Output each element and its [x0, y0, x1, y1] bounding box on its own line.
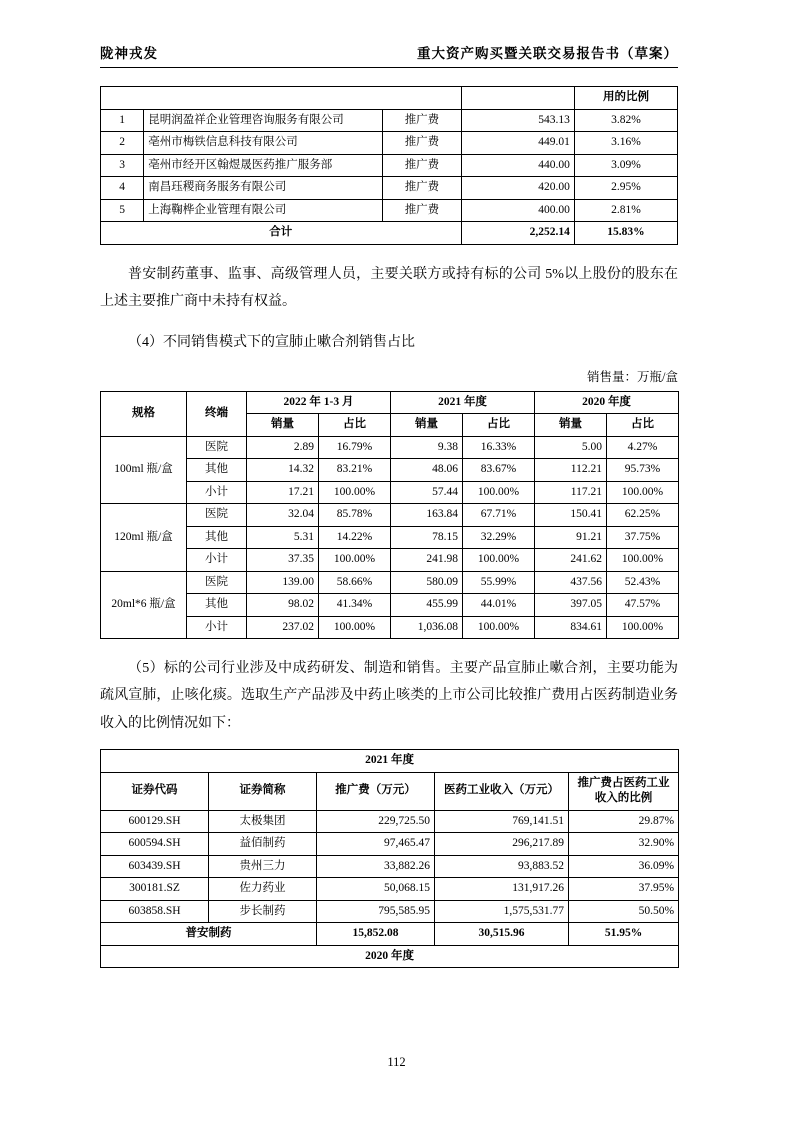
header-divider [100, 67, 678, 68]
cell-value: 100.00% [463, 549, 535, 572]
row-income: 131,917.26 [435, 878, 569, 901]
row-ratio: 3.16% [574, 132, 677, 155]
cell-value: 163.84 [391, 504, 463, 527]
row-name: 太极集团 [209, 810, 317, 833]
header-name: 证券简称 [209, 772, 317, 810]
period-header-2: 2020 年度 [535, 391, 679, 414]
cell-value: 100.00% [319, 481, 391, 504]
cell-value: 95.73% [607, 459, 679, 482]
summary-income: 30,515.96 [435, 923, 569, 946]
cell-value: 47.57% [607, 594, 679, 617]
table-summary-row [101, 923, 679, 946]
cell-value: 5.00 [535, 436, 607, 459]
subsection-heading-4: （4）不同销售模式下的宣肺止嗽合剂销售占比 [128, 335, 415, 351]
row-promo: 33,882.26 [317, 855, 435, 878]
cell-value: 117.21 [535, 481, 607, 504]
row-company: 南昌珏稷商务服务有限公司 [144, 177, 383, 200]
header-code: 证券代码 [101, 772, 209, 810]
table-row [101, 616, 679, 639]
page-number: 112 [387, 1055, 406, 1069]
cell-value: 100.00% [463, 616, 535, 639]
row-company: 亳州市梅铁信息科技有限公司 [144, 132, 383, 155]
cell-value: 16.79% [319, 436, 391, 459]
row-code: 600129.SH [101, 810, 209, 833]
cell-value: 48.06 [391, 459, 463, 482]
table-row [101, 436, 679, 459]
header-company-name: 陇神戎发 [100, 46, 158, 61]
table-row [101, 833, 679, 856]
total-ratio: 15.83% [574, 222, 677, 245]
table-row [101, 459, 679, 482]
row-name: 佐力药业 [209, 878, 317, 901]
cell-value: 14.32 [247, 459, 319, 482]
header-pharma-income: 医药工业收入（万元） [435, 772, 569, 810]
summary-label: 普安制药 [101, 923, 317, 946]
row-no: 2 [101, 132, 144, 155]
cell-value: 62.25% [607, 504, 679, 527]
group-spec: 120ml 瓶/盒 [101, 504, 187, 572]
unit-note: 销售量：万瓶/盒 [587, 369, 678, 384]
row-amount: 449.01 [461, 132, 574, 155]
row-amount: 400.00 [461, 199, 574, 222]
cell-value: 41.34% [319, 594, 391, 617]
total-amount: 2,252.14 [461, 222, 574, 245]
row-company: 昆明润盈祥企业管理咨询服务有限公司 [144, 109, 383, 132]
row-promo: 229,725.50 [317, 810, 435, 833]
cell-value: 17.21 [247, 481, 319, 504]
cell-value: 150.41 [535, 504, 607, 527]
cell-value: 67.71% [463, 504, 535, 527]
row-ratio: 36.09% [569, 855, 679, 878]
row-no: 1 [101, 109, 144, 132]
cell-value: 112.21 [535, 459, 607, 482]
row-promo: 795,585.95 [317, 900, 435, 923]
table-row [101, 109, 678, 132]
row-type: 推广费 [383, 199, 461, 222]
table-row [101, 810, 679, 833]
row-terminal: 其他 [187, 459, 247, 482]
table-row [101, 87, 678, 110]
row-income: 1,575,531.77 [435, 900, 569, 923]
row-amount: 420.00 [461, 177, 574, 200]
cell-value: 237.02 [247, 616, 319, 639]
sales-mode-table [100, 391, 679, 640]
row-terminal: 小计 [187, 616, 247, 639]
row-ratio: 3.82% [574, 109, 677, 132]
cell-value: 100.00% [607, 481, 679, 504]
table-row [101, 177, 678, 200]
table-row [101, 571, 679, 594]
cell-value: 455.99 [391, 594, 463, 617]
cell-value: 397.05 [535, 594, 607, 617]
cell-value: 83.67% [463, 459, 535, 482]
subheader-volume: 销量 [247, 414, 319, 437]
cell-value: 139.00 [247, 571, 319, 594]
row-amount: 440.00 [461, 154, 574, 177]
cell-value: 55.99% [463, 571, 535, 594]
table-total-row [101, 222, 678, 245]
header-document-title: 重大资产购买暨关联交易报告书（草案） [417, 46, 678, 61]
cell-value: 83.21% [319, 459, 391, 482]
table-year-row [101, 750, 679, 773]
group-spec: 20ml*6 瓶/盒 [101, 571, 187, 639]
total-label: 合计 [101, 222, 462, 245]
subheader-ratio: 占比 [319, 414, 391, 437]
cell-value: 37.35 [247, 549, 319, 572]
row-income: 93,883.52 [435, 855, 569, 878]
row-terminal: 小计 [187, 549, 247, 572]
row-amount: 543.13 [461, 109, 574, 132]
cell-value: 32.29% [463, 526, 535, 549]
table-header-row [101, 772, 679, 810]
row-type: 推广费 [383, 109, 461, 132]
cell-value: 437.56 [535, 571, 607, 594]
period-header-0: 2022 年 1-3 月 [247, 391, 391, 414]
row-name: 步长制药 [209, 900, 317, 923]
cell-value: 85.78% [319, 504, 391, 527]
cell-value: 44.01% [463, 594, 535, 617]
listed-company-table [100, 749, 679, 968]
page-header [100, 42, 678, 67]
row-ratio: 2.81% [574, 199, 677, 222]
paragraph-industry-comparison: （5）标的公司行业涉及中成药研发、制造和销售。主要产品宣肺止嗽合剂，主要功能为疏风宣肺，止咳化痰。选取生产产品涉及中药止咳类的上市公司比较推广费用占医药制造业务收入的比例情况如下： [100, 661, 678, 731]
row-type: 推广费 [383, 132, 461, 155]
table-row [101, 549, 679, 572]
row-code: 603858.SH [101, 900, 209, 923]
cell-value: 241.98 [391, 549, 463, 572]
row-code: 603439.SH [101, 855, 209, 878]
cell-value: 100.00% [319, 549, 391, 572]
cell-value: 2.89 [247, 436, 319, 459]
row-ratio: 50.50% [569, 900, 679, 923]
paragraph-related-parties: 普安制药董事、监事、高级管理人员，主要关联方或持有标的公司 5%以上股份的股东在上述主要推广商中未持有权益。 [100, 266, 678, 309]
cell-value: 52.43% [607, 571, 679, 594]
header-promo-ratio: 推广费占医药工业收入的比例 [569, 772, 679, 810]
cell-value: 78.15 [391, 526, 463, 549]
table-row [101, 855, 679, 878]
row-income: 769,141.51 [435, 810, 569, 833]
row-income: 296,217.89 [435, 833, 569, 856]
page-content [100, 42, 678, 968]
cell-value: 37.75% [607, 526, 679, 549]
summary-promo: 15,852.08 [317, 923, 435, 946]
row-code: 300181.SZ [101, 878, 209, 901]
cell-value: 58.66% [319, 571, 391, 594]
col-terminal-header: 终端 [187, 391, 247, 436]
col-spec-header: 规格 [101, 391, 187, 436]
table-row [101, 900, 679, 923]
year-2021-label: 2021 年度 [101, 750, 679, 773]
year-2020-label: 2020 年度 [101, 945, 679, 968]
table-row [101, 481, 679, 504]
cell-value: 16.33% [463, 436, 535, 459]
cell-value: 100.00% [607, 549, 679, 572]
row-company: 亳州市经开区翰煜晟医药推广服务部 [144, 154, 383, 177]
row-no: 4 [101, 177, 144, 200]
row-ratio: 29.87% [569, 810, 679, 833]
row-type: 推广费 [383, 177, 461, 200]
cell-value: 241.62 [535, 549, 607, 572]
cell-value: 834.61 [535, 616, 607, 639]
row-company: 上海鞠桦企业管理有限公司 [144, 199, 383, 222]
table-row [101, 199, 678, 222]
row-ratio: 2.95% [574, 177, 677, 200]
row-no: 5 [101, 199, 144, 222]
cell-value: 1,036.08 [391, 616, 463, 639]
cell-value: 57.44 [391, 481, 463, 504]
table-year-row [101, 945, 679, 968]
row-terminal: 其他 [187, 594, 247, 617]
subheader-ratio: 占比 [463, 414, 535, 437]
period-header-1: 2021 年度 [391, 391, 535, 414]
subheader-volume: 销量 [535, 414, 607, 437]
table-row [101, 526, 679, 549]
summary-ratio: 51.95% [569, 923, 679, 946]
row-promo: 50,068.15 [317, 878, 435, 901]
cell-value: 5.31 [247, 526, 319, 549]
row-promo: 97,465.47 [317, 833, 435, 856]
table-row [101, 878, 679, 901]
row-ratio: 3.09% [574, 154, 677, 177]
row-terminal: 小计 [187, 481, 247, 504]
cell-value: 580.09 [391, 571, 463, 594]
subheader-volume: 销量 [391, 414, 463, 437]
table-row [101, 132, 678, 155]
table-header-row [101, 391, 679, 414]
promo-ratio-header: 用的比例 [574, 87, 677, 110]
cell-value: 32.04 [247, 504, 319, 527]
cell-value: 100.00% [463, 481, 535, 504]
promotion-agents-table [100, 86, 678, 245]
row-ratio: 37.95% [569, 878, 679, 901]
cell-value: 100.00% [319, 616, 391, 639]
cell-value: 91.21 [535, 526, 607, 549]
subheader-ratio: 占比 [607, 414, 679, 437]
table-row [101, 154, 678, 177]
row-terminal: 其他 [187, 526, 247, 549]
row-ratio: 32.90% [569, 833, 679, 856]
row-name: 贵州三力 [209, 855, 317, 878]
row-terminal: 医院 [187, 504, 247, 527]
cell-value: 4.27% [607, 436, 679, 459]
header-promo-fee: 推广费（万元） [317, 772, 435, 810]
cell-value: 14.22% [319, 526, 391, 549]
row-type: 推广费 [383, 154, 461, 177]
group-spec: 100ml 瓶/盒 [101, 436, 187, 504]
table-row [101, 594, 679, 617]
row-no: 3 [101, 154, 144, 177]
row-name: 益佰制药 [209, 833, 317, 856]
row-terminal: 医院 [187, 571, 247, 594]
row-terminal: 医院 [187, 436, 247, 459]
table-row [101, 504, 679, 527]
row-code: 600594.SH [101, 833, 209, 856]
cell-value: 98.02 [247, 594, 319, 617]
cell-value: 9.38 [391, 436, 463, 459]
cell-value: 100.00% [607, 616, 679, 639]
